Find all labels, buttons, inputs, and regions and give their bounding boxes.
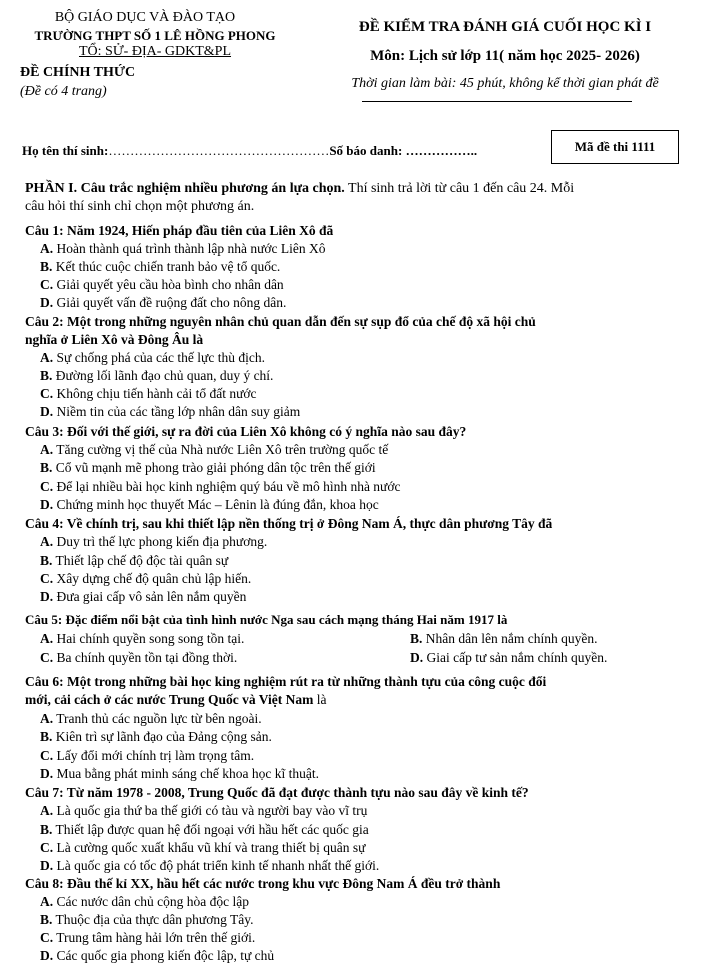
q5-option-a[interactable] [40,631,244,647]
option-text: Các quốc gia phong kiến độc lập, tự chủ [53,948,275,963]
q1-option-a[interactable] [40,241,326,257]
option-key: A. [40,803,54,818]
student-info-line [22,143,477,159]
option-key: B. [40,259,53,274]
q6-option-b[interactable] [40,729,272,745]
q4-option-c[interactable] [40,571,251,587]
question-1-text: Câu 1: Năm 1924, Hiến pháp đầu tiên của Liên Xô đã [25,223,334,238]
question-2-text: Câu 2: Một trong những nguyên nhân chủ quan dẫn đến sự sụp đổ của chế độ xã hội chủ [25,314,536,329]
option-text: Duy trì thế lực phong kiến địa phương. [53,534,268,549]
exam-code-box [551,130,679,164]
option-key: D. [40,497,54,512]
question-6-tail: là [313,692,327,707]
q8-option-a[interactable] [40,894,249,910]
q6-option-d[interactable] [40,766,319,782]
option-text: Hai chính quyền song song tồn tại. [53,631,245,646]
q6-option-a[interactable] [40,711,262,727]
student-name-blank[interactable]: …………………………………………… [108,143,330,158]
q2-option-b[interactable] [40,368,273,384]
q1-option-d[interactable] [40,295,286,311]
q1-option-c[interactable] [40,277,284,293]
header-divider [362,101,632,102]
option-key: C. [40,930,54,945]
option-key: C. [40,386,54,401]
option-text: Kết thúc cuộc chiến tranh bảo vệ tổ quốc. [52,259,281,274]
option-text: Các nước dân chủ cộng hòa độc lập [53,894,250,909]
q5-option-b[interactable] [410,631,597,647]
exam-code: Mã đề thi 1111 [574,139,656,154]
option-key: C. [40,840,54,855]
part1-title: PHẦN I. Câu trắc nghiệm nhiều phương án lựa chọn. [25,181,345,196]
question-4-text: Câu 4: Về chính trị, sau khi thiết lập nền thống trị ở Đông Nam Á, thực dân phương Tây đã [25,516,553,531]
q7-option-d[interactable] [40,858,379,874]
option-key: D. [40,766,54,781]
option-text: Chứng minh học thuyết Mác – Lênin là đúng đắn, khoa học [53,497,379,512]
sbd-blank[interactable]: …………….. [405,143,478,158]
question-6-text-cont [25,692,327,708]
option-text: Niềm tin của các tầng lớp nhân dân suy giảm [53,404,301,419]
option-key: B. [40,368,53,383]
department-name: TỔ: SỬ- ĐỊA- GDKT&PL [78,44,232,59]
option-key: A. [40,711,54,726]
option-text: Giai cấp tư sản nắm chính quyền. [423,650,608,665]
question-3-text: Câu 3: Đối với thế giới, sự ra đời của Liên Xô không có ý nghĩa nào sau đây? [25,424,467,439]
student-name-label: Họ tên thí sinh: [22,143,109,158]
option-text: Mua bằng phát minh sáng chế khoa học kĩ thuật. [53,766,319,781]
option-key: D. [40,404,54,419]
option-text: Tranh thủ các nguồn lực từ bên ngoài. [53,711,262,726]
school-name: TRƯỜNG THPT SỐ 1 LÊ HỒNG PHONG [34,28,276,43]
page-count: (Đề có 4 trang) [20,84,107,99]
q4-option-a[interactable] [40,534,267,550]
part1-instruction-2: câu hỏi thí sinh chỉ chọn một phương án. [25,199,255,214]
option-key: B. [40,822,53,837]
option-key: C. [40,277,54,292]
option-text: Nhân dân lên nắm chính quyền. [422,631,598,646]
q4-option-d[interactable] [40,589,246,605]
option-text: Thuộc địa của thực dân phương Tây. [52,912,254,927]
q7-option-a[interactable] [40,803,367,819]
q4-option-b[interactable] [40,553,228,569]
option-key: A. [40,241,54,256]
q6-option-c[interactable] [40,748,254,764]
exam-subject: Môn: Lịch sử lớp 11( năm học 2025- 2026) [370,48,640,64]
part1-heading [25,181,574,197]
option-key: C. [40,748,54,763]
option-key: A. [40,894,54,909]
q7-option-b[interactable] [40,822,369,838]
option-key: A. [40,350,54,365]
option-key: C. [40,650,54,665]
q3-option-a[interactable] [40,442,388,458]
q5-option-c[interactable] [40,650,237,666]
option-key: A. [40,442,54,457]
option-text: Xây dựng chế độ quân chủ lập hiến. [53,571,252,586]
option-text: Giải quyết vấn đề ruộng đất cho nông dân. [53,295,287,310]
option-text: Lấy đổi mới chính trị làm trọng tâm. [53,748,255,763]
option-key: D. [410,650,424,665]
q3-option-d[interactable] [40,497,379,513]
q1-option-b[interactable] [40,259,280,275]
option-text: Là quốc gia thứ ba thế giới có tàu và người bay vào vĩ trụ [53,803,368,818]
option-key: A. [40,534,54,549]
q8-option-d[interactable] [40,948,274,964]
q7-option-c[interactable] [40,840,365,856]
q8-option-b[interactable] [40,912,254,928]
exam-title: ĐỀ KIỂM TRA ĐÁNH GIÁ CUỐI HỌC KÌ I [358,19,652,35]
option-text: Cổ vũ mạnh mẽ phong trào giải phóng dân tộc trên thế giới [52,460,376,475]
question-7-text: Câu 7: Từ năm 1978 - 2008, Trung Quốc đã đạt được thành tựu nào sau đây về kinh tế? [25,785,529,800]
sbd-label: Số báo danh: [329,143,403,158]
q8-option-c[interactable] [40,930,255,946]
q5-option-d[interactable] [410,650,607,666]
option-text: Thiết lập được quan hệ đối ngoại với hầu hết các quốc gia [52,822,369,837]
option-text: Hoàn thành quá trình thành lập nhà nước Liên Xô [53,241,326,256]
official-label: ĐỀ CHÍNH THỨC [20,65,136,80]
option-key: C. [40,479,54,494]
question-8-text: Câu 8: Đầu thế kỉ XX, hầu hết các nước trong khu vực Đông Nam Á đều trở thành [25,876,501,891]
option-text: Kiên trì sự lãnh đạo của Đảng cộng sản. [52,729,272,744]
question-2-text-cont: nghĩa ở Liên Xô và Đông Âu là [25,332,204,347]
option-text: Tăng cường vị thế của Nhà nước Liên Xô trên trường quốc tế [53,442,389,457]
option-text: Là cường quốc xuất khẩu vũ khí và trang thiết bị quân sự [53,840,366,855]
exam-time: Thời gian làm bài: 45 phút, không kể thời gian phát đề [351,76,659,91]
option-text: Ba chính quyền tồn tại đồng thời. [53,650,238,665]
option-key: B. [40,729,53,744]
option-key: B. [410,631,423,646]
option-key: D. [40,858,54,873]
part1-instruction-1: Thí sinh trả lời từ câu 1 đến câu 24. Mỗi [344,181,575,196]
option-text: Giải quyết yêu cầu hòa bình cho nhân dân [53,277,284,292]
q2-option-a[interactable] [40,350,265,366]
option-text: Đường lối lãnh đạo chủ quan, duy ý chí. [52,368,274,383]
question-6-text: Câu 6: Một trong những bài học king nghiệm rút ra từ những thành tựu của công cuộc đổi [25,674,547,689]
question-6-text-line2: mới, cải cách ở các nước Trung Quốc và Việt Nam [25,692,314,707]
option-key: C. [40,571,54,586]
question-5-text: Câu 5: Đặc điểm nổi bật của tình hình nước Nga sau cách mạng tháng Hai năm 1917 là [25,612,508,627]
q3-option-b[interactable] [40,460,376,476]
q2-option-d[interactable] [40,404,300,420]
option-key: A. [40,631,54,646]
option-key: D. [40,948,54,963]
option-text: Thiết lập chế độ độc tài quân sự [52,553,229,568]
option-text: Là quốc gia có tốc độ phát triển kinh tế nhanh nhất thế giới. [53,858,380,873]
q3-option-c[interactable] [40,479,401,495]
option-key: B. [40,553,53,568]
option-key: B. [40,912,53,927]
ministry-name: BỘ GIÁO DỤC VÀ ĐÀO TẠO [54,10,236,25]
option-text: Sự chống phá của các thế lực thù địch. [53,350,265,365]
q2-option-c[interactable] [40,386,257,402]
option-text: Đưa giai cấp vô sản lên nắm quyền [53,589,247,604]
option-key: D. [40,295,54,310]
option-key: B. [40,460,53,475]
option-text: Trung tâm hàng hải lớn trên thế giới. [53,930,256,945]
option-key: D. [40,589,54,604]
option-text: Không chịu tiến hành cải tổ đất nước [53,386,257,401]
option-text: Để lại nhiều bài học kinh nghiệm quý báu về mô hình nhà nước [53,479,401,494]
